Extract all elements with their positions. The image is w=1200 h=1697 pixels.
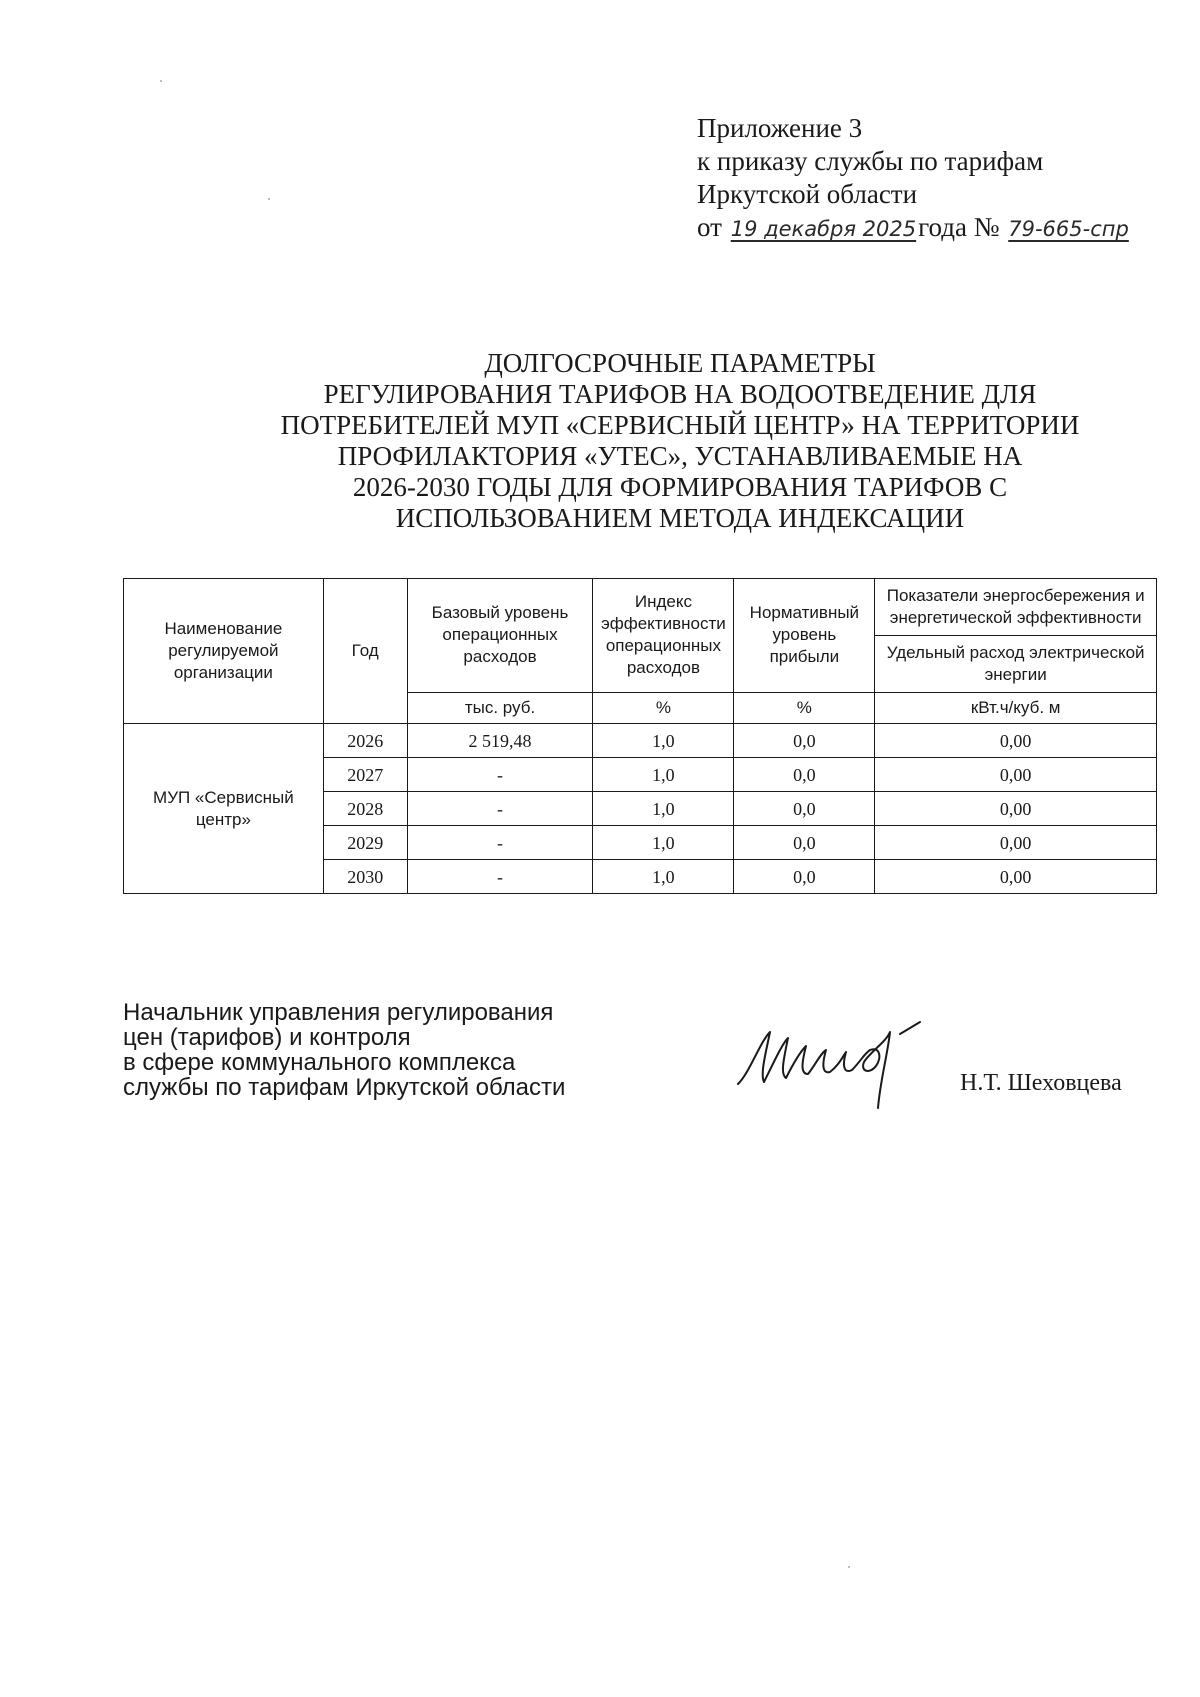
appendix-header: [697, 112, 1177, 246]
position-line: в сфере коммунального комплекса: [123, 1049, 516, 1076]
cell-profit-level: 0,0: [734, 792, 875, 826]
cell-year: 2029: [323, 826, 407, 860]
title-line: ПОТРЕБИТЕЛЕЙ МУП «СЕРВИСНЫЙ ЦЕНТР» НА ТЕРРИТОРИИ: [280, 410, 1080, 440]
cell-year: 2030: [323, 860, 407, 894]
cell-year: 2027: [323, 758, 407, 792]
cell-profit-level: 0,0: [734, 724, 875, 758]
position-line: цен (тарифов) и контроля: [123, 1024, 411, 1051]
date-prefix: от: [697, 212, 722, 242]
header-specific-consumption: Удельный расход электрической энергии: [875, 635, 1157, 692]
title-line: РЕГУЛИРОВАНИЯ ТАРИФОВ НА ВОДООТВЕДЕНИЕ ДЛЯ: [323, 379, 1037, 409]
cell-efficiency-index: 1,0: [593, 792, 734, 826]
title-line: 2026-2030 ГОДЫ ДЛЯ ФОРМИРОВАНИЯ ТАРИФОВ С: [352, 472, 1008, 502]
cell-efficiency-index: 1,0: [593, 826, 734, 860]
scan-speck: [848, 1566, 850, 1568]
cell-base-level: -: [407, 826, 593, 860]
title-line: ДОЛГОСРОЧНЫЕ ПАРАМЕТРЫ: [484, 348, 876, 378]
document-title: [200, 348, 1160, 534]
title-line: ПРОФИЛАКТОРИЯ «УТЕС», УСТАНАВЛИВАЕМЫЕ НА: [337, 441, 1023, 471]
appendix-line-3: Иркутской области: [697, 179, 918, 209]
appendix-date-line: [697, 211, 1177, 246]
cell-efficiency-index: 1,0: [593, 758, 734, 792]
cell-profit-level: 0,0: [734, 758, 875, 792]
header-energy-group: Показатели энергосбережения и энергетической эффективности: [875, 579, 1157, 636]
handwritten-signature: [730, 1012, 950, 1112]
position-line: службы по тарифам Иркутской области: [123, 1074, 566, 1101]
cell-base-level: -: [407, 860, 593, 894]
header-year: Год: [323, 579, 407, 724]
cell-base-level: 2 519,48: [407, 724, 593, 758]
scan-speck: [268, 198, 270, 200]
appendix-line-1: Приложение 3: [697, 113, 863, 143]
title-line: ИСПОЛЬЗОВАНИЕМ МЕТОДА ИНДЕКСАЦИИ: [395, 503, 965, 533]
cell-specific-consumption: 0,00: [875, 758, 1157, 792]
handwritten-order-number: 79-665-спр: [1008, 217, 1129, 241]
cell-year: 2026: [323, 724, 407, 758]
appendix-line-2: к приказу службы по тарифам: [697, 146, 1044, 176]
scan-speck: [160, 80, 162, 82]
cell-efficiency-index: 1,0: [593, 724, 734, 758]
unit-efficiency-index: %: [593, 692, 734, 723]
cell-year: 2028: [323, 792, 407, 826]
signer-name: Н.Т. Шеховцева: [960, 1070, 1122, 1096]
header-profit-level: Нормативный уровень прибыли: [734, 579, 875, 693]
unit-specific-consumption: кВт.ч/куб. м: [875, 692, 1157, 723]
table-row: [124, 724, 1157, 758]
date-suffix: года №: [918, 212, 1000, 242]
unit-base-level: тыс. руб.: [407, 692, 593, 723]
handwritten-date: 19 декабря 2025: [730, 217, 917, 241]
cell-base-level: -: [407, 792, 593, 826]
tariff-parameters-table: [123, 578, 1157, 894]
cell-specific-consumption: 0,00: [875, 792, 1157, 826]
cell-specific-consumption: 0,00: [875, 724, 1157, 758]
cell-profit-level: 0,0: [734, 860, 875, 894]
organization-name: МУП «Сервисный центр»: [124, 724, 324, 894]
cell-profit-level: 0,0: [734, 826, 875, 860]
unit-profit-level: %: [734, 692, 875, 723]
header-base-level: Базовый уровень операционных расходов: [407, 579, 593, 693]
cell-base-level: -: [407, 758, 593, 792]
cell-specific-consumption: 0,00: [875, 860, 1157, 894]
header-efficiency-index: Индекс эффективности операционных расходов: [593, 579, 734, 693]
cell-efficiency-index: 1,0: [593, 860, 734, 894]
cell-specific-consumption: 0,00: [875, 826, 1157, 860]
position-line: Начальник управления регулирования: [123, 999, 554, 1026]
signatory-position: [123, 1000, 643, 1100]
header-org: Наименование регулируемой организации: [124, 579, 324, 724]
